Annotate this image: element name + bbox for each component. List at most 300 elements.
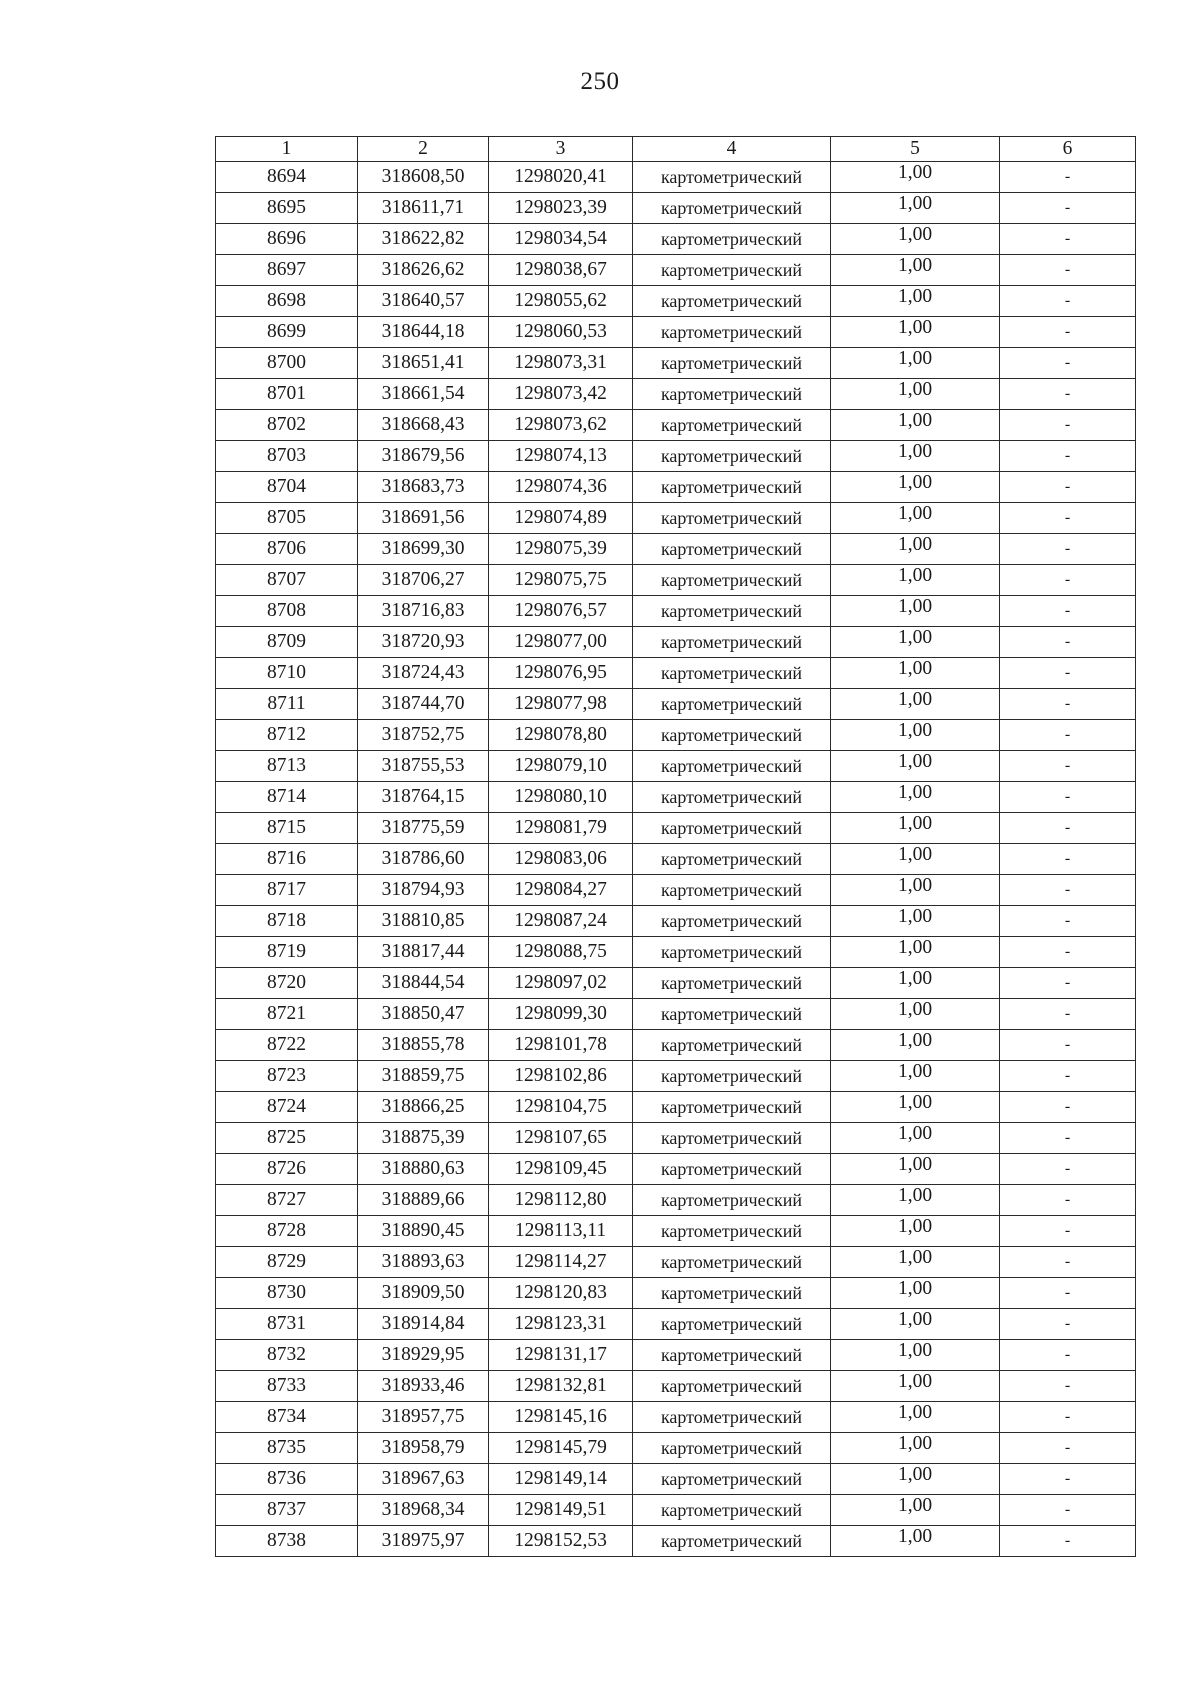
x-coordinate-cell: 318755,53 (358, 751, 489, 782)
note-cell: - (1000, 627, 1136, 658)
x-coordinate-cell: 318679,56 (358, 441, 489, 472)
table-row (216, 658, 1136, 689)
note-cell: - (1000, 937, 1136, 968)
y-coordinate-cell: 1298114,27 (489, 1247, 633, 1278)
note-cell: - (1000, 472, 1136, 503)
y-coordinate-cell: 1298084,27 (489, 875, 633, 906)
accuracy-cell: 1,00 (831, 751, 1000, 782)
method-cell: картометрический (633, 348, 831, 379)
note-cell: - (1000, 1278, 1136, 1309)
column-header: 2 (358, 137, 489, 162)
y-coordinate-cell: 1298077,00 (489, 627, 633, 658)
column-header: 5 (831, 137, 1000, 162)
y-coordinate-cell: 1298074,89 (489, 503, 633, 534)
point-number-cell: 8717 (216, 875, 358, 906)
table-row (216, 875, 1136, 906)
point-number-cell: 8730 (216, 1278, 358, 1309)
y-coordinate-cell: 1298075,75 (489, 565, 633, 596)
table-row (216, 968, 1136, 999)
note-cell: - (1000, 1340, 1136, 1371)
x-coordinate-cell: 318890,45 (358, 1216, 489, 1247)
point-number-cell: 8695 (216, 193, 358, 224)
point-number-cell: 8708 (216, 596, 358, 627)
y-coordinate-cell: 1298104,75 (489, 1092, 633, 1123)
note-cell: - (1000, 1464, 1136, 1495)
y-coordinate-cell: 1298075,39 (489, 534, 633, 565)
point-number-cell: 8699 (216, 317, 358, 348)
method-cell: картометрический (633, 720, 831, 751)
table-body (216, 162, 1136, 1557)
method-cell: картометрический (633, 1433, 831, 1464)
method-cell: картометрический (633, 441, 831, 472)
x-coordinate-cell: 318786,60 (358, 844, 489, 875)
note-cell: - (1000, 813, 1136, 844)
point-number-cell: 8727 (216, 1185, 358, 1216)
method-cell: картометрический (633, 999, 831, 1030)
y-coordinate-cell: 1298112,80 (489, 1185, 633, 1216)
accuracy-cell: 1,00 (831, 379, 1000, 410)
x-coordinate-cell: 318644,18 (358, 317, 489, 348)
method-cell: картометрический (633, 658, 831, 689)
y-coordinate-cell: 1298109,45 (489, 1154, 633, 1185)
method-cell: картометрический (633, 1061, 831, 1092)
method-cell: картометрический (633, 1030, 831, 1061)
point-number-cell: 8729 (216, 1247, 358, 1278)
y-coordinate-cell: 1298101,78 (489, 1030, 633, 1061)
note-cell: - (1000, 162, 1136, 193)
table-row (216, 1464, 1136, 1495)
column-header: 6 (1000, 137, 1136, 162)
note-cell: - (1000, 255, 1136, 286)
method-cell: картометрический (633, 1123, 831, 1154)
note-cell: - (1000, 534, 1136, 565)
note-cell: - (1000, 689, 1136, 720)
coordinates-table (215, 136, 1136, 1557)
method-cell: картометрический (633, 534, 831, 565)
x-coordinate-cell: 318893,63 (358, 1247, 489, 1278)
note-cell: - (1000, 596, 1136, 627)
table-row (216, 565, 1136, 596)
y-coordinate-cell: 1298113,11 (489, 1216, 633, 1247)
accuracy-cell: 1,00 (831, 1216, 1000, 1247)
method-cell: картометрический (633, 472, 831, 503)
note-cell: - (1000, 875, 1136, 906)
table-row (216, 782, 1136, 813)
y-coordinate-cell: 1298074,13 (489, 441, 633, 472)
note-cell: - (1000, 844, 1136, 875)
method-cell: картометрический (633, 1495, 831, 1526)
x-coordinate-cell: 318855,78 (358, 1030, 489, 1061)
method-cell: картометрический (633, 1340, 831, 1371)
table-row (216, 906, 1136, 937)
y-coordinate-cell: 1298097,02 (489, 968, 633, 999)
x-coordinate-cell: 318668,43 (358, 410, 489, 441)
y-coordinate-cell: 1298081,79 (489, 813, 633, 844)
point-number-cell: 8709 (216, 627, 358, 658)
accuracy-cell: 1,00 (831, 255, 1000, 286)
table-row (216, 1402, 1136, 1433)
method-cell: картометрический (633, 379, 831, 410)
x-coordinate-cell: 318794,93 (358, 875, 489, 906)
method-cell: картометрический (633, 193, 831, 224)
accuracy-cell: 1,00 (831, 1309, 1000, 1340)
note-cell: - (1000, 565, 1136, 596)
table-row (216, 193, 1136, 224)
method-cell: картометрический (633, 906, 831, 937)
point-number-cell: 8724 (216, 1092, 358, 1123)
x-coordinate-cell: 318691,56 (358, 503, 489, 534)
table-row (216, 751, 1136, 782)
note-cell: - (1000, 658, 1136, 689)
note-cell: - (1000, 782, 1136, 813)
accuracy-cell: 1,00 (831, 317, 1000, 348)
x-coordinate-cell: 318933,46 (358, 1371, 489, 1402)
table-row (216, 1495, 1136, 1526)
y-coordinate-cell: 1298060,53 (489, 317, 633, 348)
table-row (216, 1433, 1136, 1464)
accuracy-cell: 1,00 (831, 1433, 1000, 1464)
y-coordinate-cell: 1298079,10 (489, 751, 633, 782)
point-number-cell: 8704 (216, 472, 358, 503)
y-coordinate-cell: 1298055,62 (489, 286, 633, 317)
y-coordinate-cell: 1298087,24 (489, 906, 633, 937)
x-coordinate-cell: 318850,47 (358, 999, 489, 1030)
x-coordinate-cell: 318967,63 (358, 1464, 489, 1495)
x-coordinate-cell: 318744,70 (358, 689, 489, 720)
x-coordinate-cell: 318608,50 (358, 162, 489, 193)
y-coordinate-cell: 1298149,51 (489, 1495, 633, 1526)
point-number-cell: 8700 (216, 348, 358, 379)
accuracy-cell: 1,00 (831, 162, 1000, 193)
table-row (216, 472, 1136, 503)
x-coordinate-cell: 318661,54 (358, 379, 489, 410)
column-header: 3 (489, 137, 633, 162)
point-number-cell: 8715 (216, 813, 358, 844)
table-row (216, 410, 1136, 441)
accuracy-cell: 1,00 (831, 658, 1000, 689)
table-row (216, 1278, 1136, 1309)
point-number-cell: 8696 (216, 224, 358, 255)
method-cell: картометрический (633, 1247, 831, 1278)
method-cell: картометрический (633, 751, 831, 782)
method-cell: картометрический (633, 1371, 831, 1402)
x-coordinate-cell: 318880,63 (358, 1154, 489, 1185)
point-number-cell: 8728 (216, 1216, 358, 1247)
x-coordinate-cell: 318724,43 (358, 658, 489, 689)
point-number-cell: 8722 (216, 1030, 358, 1061)
table-row (216, 162, 1136, 193)
table-row (216, 317, 1136, 348)
method-cell: картометрический (633, 317, 831, 348)
note-cell: - (1000, 1061, 1136, 1092)
y-coordinate-cell: 1298034,54 (489, 224, 633, 255)
table-row (216, 1092, 1136, 1123)
table-row (216, 1371, 1136, 1402)
x-coordinate-cell: 318889,66 (358, 1185, 489, 1216)
x-coordinate-cell: 318914,84 (358, 1309, 489, 1340)
header-row (216, 137, 1136, 162)
point-number-cell: 8694 (216, 162, 358, 193)
table-row (216, 1526, 1136, 1557)
point-number-cell: 8698 (216, 286, 358, 317)
accuracy-cell: 1,00 (831, 193, 1000, 224)
method-cell: картометрический (633, 968, 831, 999)
accuracy-cell: 1,00 (831, 1185, 1000, 1216)
point-number-cell: 8716 (216, 844, 358, 875)
x-coordinate-cell: 318775,59 (358, 813, 489, 844)
x-coordinate-cell: 318909,50 (358, 1278, 489, 1309)
x-coordinate-cell: 318968,34 (358, 1495, 489, 1526)
point-number-cell: 8725 (216, 1123, 358, 1154)
table-row (216, 1185, 1136, 1216)
table-row (216, 441, 1136, 472)
table-row (216, 937, 1136, 968)
y-coordinate-cell: 1298152,53 (489, 1526, 633, 1557)
note-cell: - (1000, 410, 1136, 441)
point-number-cell: 8723 (216, 1061, 358, 1092)
note-cell: - (1000, 751, 1136, 782)
x-coordinate-cell: 318817,44 (358, 937, 489, 968)
point-number-cell: 8721 (216, 999, 358, 1030)
accuracy-cell: 1,00 (831, 348, 1000, 379)
note-cell: - (1000, 1154, 1136, 1185)
note-cell: - (1000, 1402, 1136, 1433)
method-cell: картометрический (633, 565, 831, 596)
point-number-cell: 8720 (216, 968, 358, 999)
x-coordinate-cell: 318752,75 (358, 720, 489, 751)
point-number-cell: 8713 (216, 751, 358, 782)
accuracy-cell: 1,00 (831, 844, 1000, 875)
x-coordinate-cell: 318706,27 (358, 565, 489, 596)
method-cell: картометрический (633, 503, 831, 534)
y-coordinate-cell: 1298102,86 (489, 1061, 633, 1092)
x-coordinate-cell: 318699,30 (358, 534, 489, 565)
method-cell: картометрический (633, 689, 831, 720)
point-number-cell: 8718 (216, 906, 358, 937)
point-number-cell: 8733 (216, 1371, 358, 1402)
accuracy-cell: 1,00 (831, 565, 1000, 596)
note-cell: - (1000, 348, 1136, 379)
y-coordinate-cell: 1298088,75 (489, 937, 633, 968)
accuracy-cell: 1,00 (831, 813, 1000, 844)
x-coordinate-cell: 318844,54 (358, 968, 489, 999)
accuracy-cell: 1,00 (831, 503, 1000, 534)
table-row (216, 1123, 1136, 1154)
method-cell: картометрический (633, 627, 831, 658)
y-coordinate-cell: 1298078,80 (489, 720, 633, 751)
y-coordinate-cell: 1298074,36 (489, 472, 633, 503)
y-coordinate-cell: 1298080,10 (489, 782, 633, 813)
note-cell: - (1000, 317, 1136, 348)
table-row (216, 1061, 1136, 1092)
table-row (216, 596, 1136, 627)
point-number-cell: 8731 (216, 1309, 358, 1340)
note-cell: - (1000, 1185, 1136, 1216)
y-coordinate-cell: 1298073,42 (489, 379, 633, 410)
table-row (216, 224, 1136, 255)
note-cell: - (1000, 1526, 1136, 1557)
accuracy-cell: 1,00 (831, 1340, 1000, 1371)
point-number-cell: 8706 (216, 534, 358, 565)
method-cell: картометрический (633, 875, 831, 906)
accuracy-cell: 1,00 (831, 472, 1000, 503)
accuracy-cell: 1,00 (831, 410, 1000, 441)
point-number-cell: 8738 (216, 1526, 358, 1557)
y-coordinate-cell: 1298145,79 (489, 1433, 633, 1464)
y-coordinate-cell: 1298038,67 (489, 255, 633, 286)
accuracy-cell: 1,00 (831, 1371, 1000, 1402)
method-cell: картометрический (633, 1185, 831, 1216)
table-row (216, 534, 1136, 565)
point-number-cell: 8697 (216, 255, 358, 286)
note-cell: - (1000, 379, 1136, 410)
table-row (216, 689, 1136, 720)
x-coordinate-cell: 318764,15 (358, 782, 489, 813)
point-number-cell: 8732 (216, 1340, 358, 1371)
table-row (216, 1340, 1136, 1371)
table-row (216, 255, 1136, 286)
accuracy-cell: 1,00 (831, 441, 1000, 472)
note-cell: - (1000, 1030, 1136, 1061)
y-coordinate-cell: 1298077,98 (489, 689, 633, 720)
note-cell: - (1000, 1247, 1136, 1278)
accuracy-cell: 1,00 (831, 1526, 1000, 1557)
point-number-cell: 8714 (216, 782, 358, 813)
table-row (216, 844, 1136, 875)
table-row (216, 1030, 1136, 1061)
note-cell: - (1000, 224, 1136, 255)
table-row (216, 1154, 1136, 1185)
table-row (216, 1247, 1136, 1278)
accuracy-cell: 1,00 (831, 689, 1000, 720)
method-cell: картометрический (633, 844, 831, 875)
accuracy-cell: 1,00 (831, 968, 1000, 999)
y-coordinate-cell: 1298149,14 (489, 1464, 633, 1495)
note-cell: - (1000, 1433, 1136, 1464)
note-cell: - (1000, 999, 1136, 1030)
method-cell: картометрический (633, 813, 831, 844)
x-coordinate-cell: 318683,73 (358, 472, 489, 503)
y-coordinate-cell: 1298107,65 (489, 1123, 633, 1154)
point-number-cell: 8711 (216, 689, 358, 720)
accuracy-cell: 1,00 (831, 534, 1000, 565)
method-cell: картометрический (633, 286, 831, 317)
point-number-cell: 8719 (216, 937, 358, 968)
note-cell: - (1000, 1092, 1136, 1123)
y-coordinate-cell: 1298131,17 (489, 1340, 633, 1371)
method-cell: картометрический (633, 937, 831, 968)
method-cell: картометрический (633, 1092, 831, 1123)
y-coordinate-cell: 1298132,81 (489, 1371, 633, 1402)
note-cell: - (1000, 193, 1136, 224)
method-cell: картометрический (633, 596, 831, 627)
accuracy-cell: 1,00 (831, 999, 1000, 1030)
note-cell: - (1000, 503, 1136, 534)
accuracy-cell: 1,00 (831, 906, 1000, 937)
note-cell: - (1000, 1309, 1136, 1340)
point-number-cell: 8702 (216, 410, 358, 441)
accuracy-cell: 1,00 (831, 720, 1000, 751)
method-cell: картометрический (633, 162, 831, 193)
y-coordinate-cell: 1298120,83 (489, 1278, 633, 1309)
method-cell: картометрический (633, 224, 831, 255)
accuracy-cell: 1,00 (831, 596, 1000, 627)
x-coordinate-cell: 318651,41 (358, 348, 489, 379)
note-cell: - (1000, 720, 1136, 751)
accuracy-cell: 1,00 (831, 286, 1000, 317)
y-coordinate-cell: 1298076,95 (489, 658, 633, 689)
accuracy-cell: 1,00 (831, 1247, 1000, 1278)
page-number: 250 (580, 68, 620, 95)
table-row (216, 1216, 1136, 1247)
x-coordinate-cell: 318720,93 (358, 627, 489, 658)
note-cell: - (1000, 968, 1136, 999)
y-coordinate-cell: 1298020,41 (489, 162, 633, 193)
accuracy-cell: 1,00 (831, 937, 1000, 968)
y-coordinate-cell: 1298073,31 (489, 348, 633, 379)
point-number-cell: 8737 (216, 1495, 358, 1526)
note-cell: - (1000, 441, 1136, 472)
note-cell: - (1000, 1371, 1136, 1402)
accuracy-cell: 1,00 (831, 1495, 1000, 1526)
point-number-cell: 8703 (216, 441, 358, 472)
column-header: 4 (633, 137, 831, 162)
accuracy-cell: 1,00 (831, 782, 1000, 813)
x-coordinate-cell: 318716,83 (358, 596, 489, 627)
note-cell: - (1000, 1495, 1136, 1526)
method-cell: картометрический (633, 410, 831, 441)
x-coordinate-cell: 318611,71 (358, 193, 489, 224)
accuracy-cell: 1,00 (831, 1123, 1000, 1154)
accuracy-cell: 1,00 (831, 1092, 1000, 1123)
x-coordinate-cell: 318859,75 (358, 1061, 489, 1092)
method-cell: картометрический (633, 1309, 831, 1340)
accuracy-cell: 1,00 (831, 1464, 1000, 1495)
x-coordinate-cell: 318810,85 (358, 906, 489, 937)
method-cell: картометрический (633, 1402, 831, 1433)
point-number-cell: 8736 (216, 1464, 358, 1495)
table-row (216, 627, 1136, 658)
x-coordinate-cell: 318975,97 (358, 1526, 489, 1557)
accuracy-cell: 1,00 (831, 875, 1000, 906)
y-coordinate-cell: 1298083,06 (489, 844, 633, 875)
table-header (216, 137, 1136, 162)
table-row (216, 286, 1136, 317)
method-cell: картометрический (633, 255, 831, 286)
table-row (216, 503, 1136, 534)
note-cell: - (1000, 1123, 1136, 1154)
x-coordinate-cell: 318875,39 (358, 1123, 489, 1154)
x-coordinate-cell: 318640,57 (358, 286, 489, 317)
table-row (216, 379, 1136, 410)
point-number-cell: 8701 (216, 379, 358, 410)
column-header: 1 (216, 137, 358, 162)
method-cell: картометрический (633, 1216, 831, 1247)
table-row (216, 1309, 1136, 1340)
accuracy-cell: 1,00 (831, 1278, 1000, 1309)
point-number-cell: 8710 (216, 658, 358, 689)
accuracy-cell: 1,00 (831, 627, 1000, 658)
accuracy-cell: 1,00 (831, 1154, 1000, 1185)
x-coordinate-cell: 318866,25 (358, 1092, 489, 1123)
x-coordinate-cell: 318957,75 (358, 1402, 489, 1433)
accuracy-cell: 1,00 (831, 1061, 1000, 1092)
point-number-cell: 8705 (216, 503, 358, 534)
x-coordinate-cell: 318929,95 (358, 1340, 489, 1371)
table-row (216, 720, 1136, 751)
point-number-cell: 8726 (216, 1154, 358, 1185)
accuracy-cell: 1,00 (831, 1030, 1000, 1061)
